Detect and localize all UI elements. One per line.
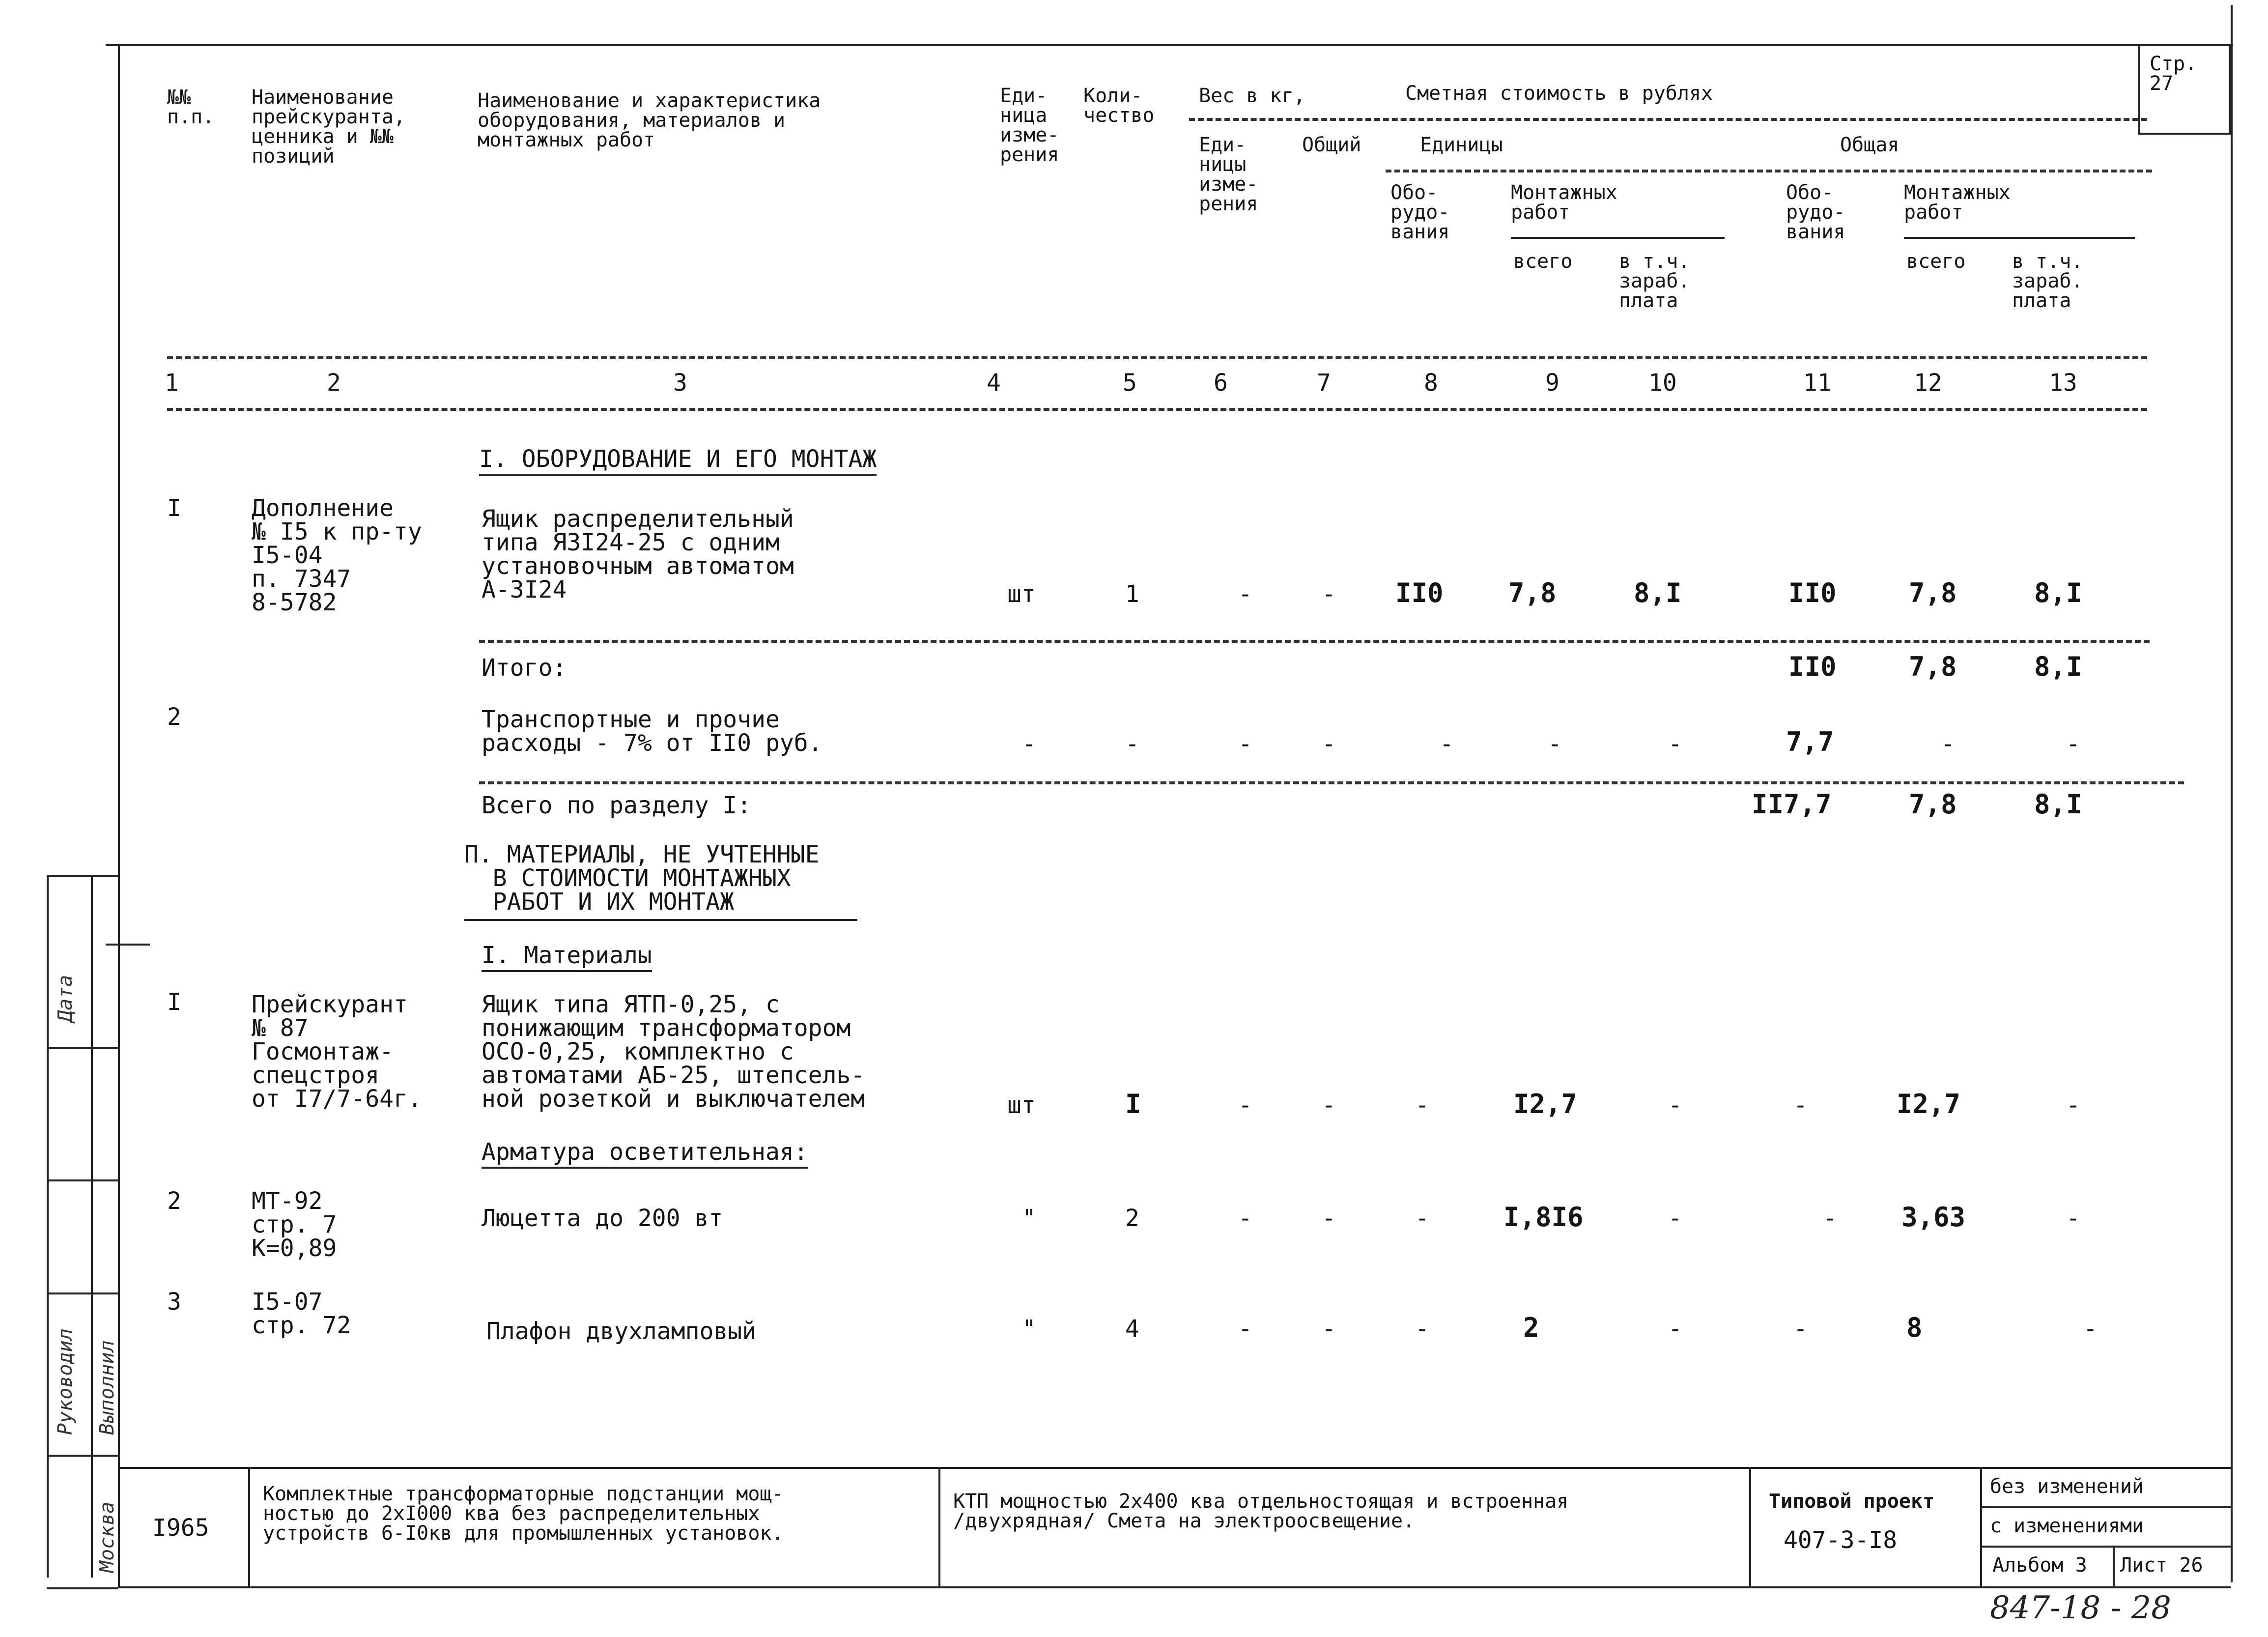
hdr-unit-install-line bbox=[1511, 237, 1725, 239]
s2r1-ref: Прейскурант № 87 Госмонтаж- спецстроя от I7/7-64г. bbox=[252, 991, 422, 1113]
s1r2-qty: - bbox=[1125, 730, 1139, 758]
s2r1-w-total: - bbox=[1322, 1091, 1336, 1119]
s1r1-t-equip: II0 bbox=[1788, 577, 1837, 608]
s1r1-t-all: 7,8 bbox=[1909, 577, 1957, 608]
itogo-label: Итого: bbox=[482, 654, 567, 682]
stamp-strip-mid bbox=[91, 875, 93, 1578]
right-frame-line bbox=[2231, 5, 2233, 1582]
s1r2-u-wage: - bbox=[1668, 730, 1682, 758]
stamp-line-3 bbox=[47, 1179, 118, 1181]
colnum-dash-bottom bbox=[167, 408, 2147, 411]
colnum-11: 11 bbox=[1803, 369, 1832, 397]
page-tag: Стр. 27 bbox=[2150, 53, 2197, 95]
s1r2-t-wage: - bbox=[2066, 730, 2080, 758]
s1r1-t-wage: 8,I bbox=[2034, 577, 2082, 608]
title-block-desc: Комплектные трансформаторные подстанции мощ- ностью до 2хI000 ква без распределительных устройств 6-I0кв для промышленных установок. bbox=[263, 1483, 784, 1545]
title-block-status-line-2 bbox=[1980, 1546, 2231, 1548]
inventory-number: 847-18 - 28 bbox=[1990, 1590, 2171, 1626]
s2r2-n: 2 bbox=[167, 1187, 181, 1215]
title-block-bottom bbox=[118, 1586, 2231, 1588]
hdr-unit-all: всего bbox=[1513, 250, 1573, 273]
s1r1-u-equip: II0 bbox=[1395, 577, 1444, 608]
s2r3-u-wage: - bbox=[1668, 1315, 1682, 1343]
hdr-unit-group: Единицы bbox=[1420, 134, 1503, 156]
s1r2-w-total: - bbox=[1322, 730, 1336, 758]
s2r1-u-all: I2,7 bbox=[1513, 1089, 1578, 1120]
colnum-5: 5 bbox=[1123, 369, 1137, 397]
hdr-dash-2 bbox=[1386, 170, 2152, 172]
colnum-8: 8 bbox=[1424, 369, 1438, 397]
s2r2-name: Люцетта до 200 вт bbox=[482, 1205, 723, 1232]
colnum-10: 10 bbox=[1648, 369, 1677, 397]
hdr-col7: Общий bbox=[1302, 134, 1361, 156]
s1r1-w-unit: - bbox=[1238, 580, 1252, 608]
s2r2-t-wage: - bbox=[2066, 1205, 2080, 1232]
s2r1-n: I bbox=[167, 988, 181, 1016]
s1r1-unit: шт bbox=[1007, 580, 1036, 608]
s2r3-unit: " bbox=[1022, 1315, 1036, 1343]
stamp-date: Дата bbox=[54, 975, 77, 1022]
s1r1-w-total: - bbox=[1322, 580, 1336, 608]
hdr-total-all: всего bbox=[1906, 250, 1966, 273]
s1r2-t-all: - bbox=[1941, 730, 1955, 758]
stamp-city: Москва bbox=[96, 1501, 118, 1573]
s2r2-w-total: - bbox=[1322, 1205, 1336, 1232]
s2r1-t-wage: - bbox=[2066, 1091, 2080, 1119]
s1r1-u-all: 7,8 bbox=[1508, 577, 1557, 608]
s1r2-name: Транспортные и прочие расходы - 7% от II0 руб. bbox=[482, 706, 822, 757]
title-block-year: I965 bbox=[152, 1514, 209, 1542]
section2-title: П. МАТЕРИАЛЫ, НЕ УЧТЕННЫЕ В СТОИМОСТИ МОНТАЖНЫХ РАБОТ И ИХ МОНТАЖ bbox=[464, 841, 820, 916]
s2r3-w-unit: - bbox=[1238, 1315, 1252, 1343]
s2r1-u-equip: - bbox=[1415, 1091, 1429, 1119]
s2r1-unit: шт bbox=[1007, 1091, 1036, 1119]
s1r1-ref: Дополнение № I5 к пр-ту I5-04 п. 7347 8-5782 bbox=[252, 494, 422, 616]
s2r3-ref: I5-07 стр. 72 bbox=[252, 1288, 351, 1339]
hdr-total-install: Монтажных работ bbox=[1904, 181, 2011, 224]
hdr-total-wage: в т.ч. зараб. плата bbox=[2012, 250, 2083, 312]
hdr-col3: Наименование и характеристика оборудования, материалов и монтажных работ bbox=[478, 89, 821, 151]
s2r3-name: Плафон двухламповый bbox=[486, 1318, 757, 1345]
s1r1-n: I bbox=[167, 494, 181, 522]
title-block-album: Альбом 3 bbox=[1992, 1554, 2087, 1577]
hdr-unit-install: Монтажных работ bbox=[1511, 181, 1617, 224]
itogo-t-wage: 8,I bbox=[2034, 651, 2082, 682]
s1r2-t-equip: 7,7 bbox=[1786, 726, 1834, 757]
title-block-status-unchanged: без изменений bbox=[1990, 1475, 2144, 1498]
hdr-total-group: Общая bbox=[1840, 134, 1899, 156]
s2r1-w-unit: - bbox=[1238, 1091, 1252, 1119]
s2r3-t-wage: - bbox=[2083, 1315, 2098, 1343]
title-block-top bbox=[118, 1467, 2231, 1469]
top-frame-line bbox=[106, 44, 2233, 46]
section1-total-t-equip: II7,7 bbox=[1752, 789, 1832, 820]
s2r2-w-unit: - bbox=[1238, 1205, 1252, 1232]
colnum-2: 2 bbox=[327, 369, 341, 397]
section1-title: I. ОБОРУДОВАНИЕ И ЕГО МОНТАЖ bbox=[479, 447, 877, 476]
colnum-13: 13 bbox=[2049, 369, 2077, 397]
stamp-strip-left bbox=[47, 875, 49, 1578]
title-block-subject: КТП мощностью 2х400 ква отдельностоящая и встроенная /двухрядная/ Смета на электроосвещение. bbox=[953, 1490, 1569, 1532]
hdr-col1: №№ п.п. bbox=[167, 86, 215, 128]
hdr-col4: Еди- ница изме- рения bbox=[1000, 85, 1059, 166]
section1-total-t-all: 7,8 bbox=[1909, 789, 1957, 820]
s2r1-t-all: I2,7 bbox=[1897, 1089, 1961, 1120]
colnum-4: 4 bbox=[987, 369, 1001, 397]
title-block-status-line-1 bbox=[1980, 1506, 2231, 1508]
title-block-status-changed: с изменениями bbox=[1990, 1515, 2144, 1537]
s2r1-name: Ящик типа ЯТП-0,25, с понижающим трансформатором ОСО-0,25, комплектно с автоматами АБ-25, штепсель- ной розеткой и выключателем bbox=[482, 991, 865, 1113]
stamp-line-1 bbox=[47, 875, 118, 877]
itogo-dash bbox=[479, 640, 2150, 643]
s2r2-unit: " bbox=[1022, 1205, 1036, 1232]
stamp-performed: Выполнил bbox=[96, 1340, 118, 1435]
s1r2-w-unit: - bbox=[1238, 730, 1252, 758]
s1r1-name: Ящик распределительный типа ЯЗI24-25 с одним установочным автоматом А-3I24 bbox=[482, 505, 794, 603]
stamp-line-4 bbox=[47, 1292, 118, 1294]
s1r2-u-equip: - bbox=[1440, 730, 1454, 758]
s1r2-u-all: - bbox=[1548, 730, 1562, 758]
hdr-total-install-line bbox=[1904, 237, 2135, 239]
stamp-line-5 bbox=[47, 1455, 118, 1457]
title-block-div-3 bbox=[1749, 1467, 1751, 1586]
colnum-1: 1 bbox=[165, 369, 179, 397]
title-block-project-label: Типовой проект bbox=[1769, 1490, 1935, 1513]
colnum-6: 6 bbox=[1214, 369, 1228, 397]
title-block-project-no: 407-3-I8 bbox=[1784, 1526, 1898, 1554]
s1r2-n: 2 bbox=[167, 703, 181, 731]
s2r1-u-wage: - bbox=[1668, 1091, 1682, 1119]
stamp-line-6 bbox=[47, 1587, 118, 1589]
hdr-unit-wage: в т.ч. зараб. плата bbox=[1619, 250, 1690, 312]
s2r3-n: 3 bbox=[167, 1288, 181, 1316]
section1-total-label: Всего по разделу I: bbox=[482, 792, 752, 819]
colnum-12: 12 bbox=[1914, 369, 1942, 397]
colnum-7: 7 bbox=[1317, 369, 1331, 397]
s2r1-qty: I bbox=[1125, 1089, 1141, 1120]
s2r2-u-all: I,8I6 bbox=[1503, 1202, 1584, 1233]
total-dash bbox=[479, 781, 2184, 784]
stamp-line-2 bbox=[47, 1047, 118, 1049]
hdr-weight: Вес в кг, bbox=[1199, 85, 1305, 107]
title-block-sheet: Лист 26 bbox=[2120, 1554, 2203, 1577]
s2r1-t-equip: - bbox=[1793, 1091, 1808, 1119]
s2r2-t-equip: - bbox=[1823, 1205, 1837, 1232]
colnum-9: 9 bbox=[1545, 369, 1559, 397]
s1r1-u-wage: 8,I bbox=[1634, 577, 1682, 608]
itogo-t-equip: II0 bbox=[1788, 651, 1837, 682]
s2r2-u-wage: - bbox=[1668, 1205, 1682, 1232]
hdr-total-equipment: Обо- рудо- вания bbox=[1786, 181, 1845, 243]
colnum-3: 3 bbox=[673, 369, 687, 397]
s2r2-qty: 2 bbox=[1125, 1205, 1139, 1232]
hdr-col6: Еди- ницы изме- рения bbox=[1199, 134, 1258, 215]
title-block-album-div bbox=[2113, 1546, 2115, 1586]
stamp-supervised: Руководил bbox=[54, 1328, 77, 1435]
s2r2-ref: МТ-92 стр. 7 К=0,89 bbox=[252, 1187, 337, 1262]
s1r2-unit: - bbox=[1022, 730, 1036, 758]
s2r3-u-equip: - bbox=[1415, 1315, 1429, 1343]
hdr-col2: Наименование прейскуранта, ценника и №№ позиций bbox=[252, 86, 406, 168]
hdr-unit-equipment: Обо- рудо- вания bbox=[1390, 181, 1450, 243]
title-block-div-2 bbox=[938, 1467, 940, 1586]
hdr-cost-title: Сметная стоимость в рублях bbox=[1405, 82, 1713, 105]
colnum-dash-top bbox=[167, 356, 2147, 359]
section1-total-t-wage: 8,I bbox=[2034, 789, 2082, 820]
s1r1-qty: 1 bbox=[1125, 580, 1139, 608]
hdr-dash-1 bbox=[1189, 118, 2147, 121]
section2-sub1: I. Материалы bbox=[482, 944, 652, 972]
s2r3-t-all: 8 bbox=[1906, 1312, 1923, 1343]
s2r3-t-equip: - bbox=[1793, 1315, 1808, 1343]
s2r3-u-all: 2 bbox=[1523, 1312, 1539, 1343]
title-block-div-1 bbox=[248, 1467, 250, 1586]
itogo-t-all: 7,8 bbox=[1909, 651, 1957, 682]
title-block-div-4 bbox=[1980, 1467, 1982, 1586]
section2-title-underline bbox=[464, 919, 857, 921]
s2r3-qty: 4 bbox=[1125, 1315, 1139, 1343]
s2r3-w-total: - bbox=[1322, 1315, 1336, 1343]
stamp-tick bbox=[106, 944, 150, 946]
section2-sub2: Арматура осветительная: bbox=[482, 1140, 808, 1169]
s2r2-u-equip: - bbox=[1415, 1205, 1429, 1232]
s2r2-t-all: 3,63 bbox=[1901, 1202, 1966, 1233]
hdr-col5: Коли- чество bbox=[1083, 85, 1155, 127]
